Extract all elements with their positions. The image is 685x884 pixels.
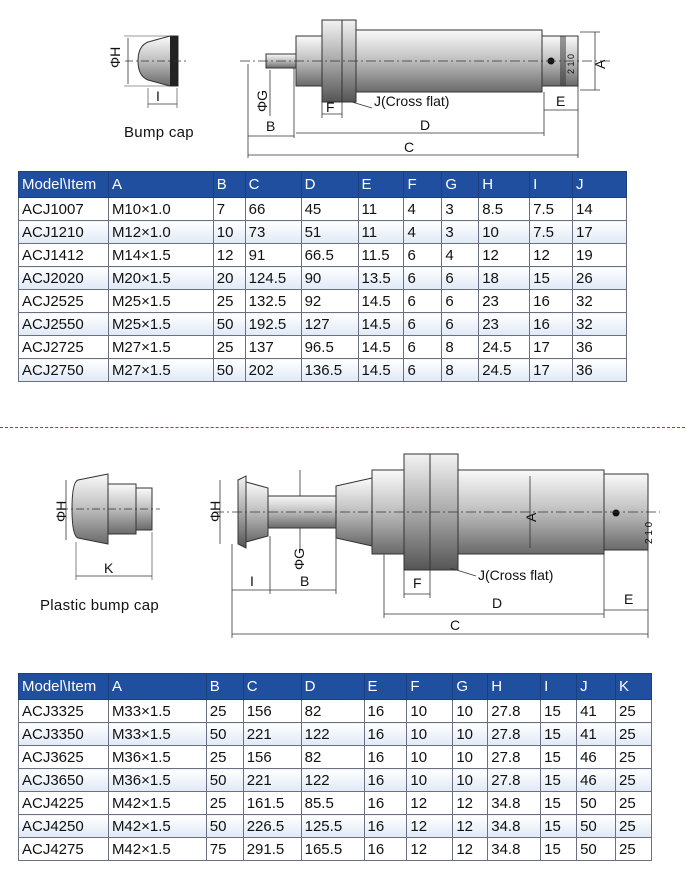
table-cell: ACJ1412 — [19, 244, 109, 267]
table-cell: 16 — [530, 290, 573, 313]
plastic-bump-cap-caption: Plastic bump cap — [40, 597, 160, 614]
table-cell: 16 — [364, 700, 407, 723]
column-header: E — [358, 172, 404, 198]
table-cell: 6 — [404, 336, 442, 359]
column-header: Model\Item — [19, 674, 109, 700]
table-cell: 27.8 — [488, 769, 541, 792]
table-cell: 291.5 — [243, 838, 301, 861]
table-cell: 85.5 — [301, 792, 364, 815]
table-cell: 27.8 — [488, 723, 541, 746]
table-cell: ACJ3325 — [19, 700, 109, 723]
table-cell: 156 — [243, 746, 301, 769]
table-cell: 11.5 — [358, 244, 404, 267]
table-cell: 6 — [442, 267, 479, 290]
table-cell: 90 — [301, 267, 358, 290]
table-cell: 50 — [577, 815, 616, 838]
table-cell: 10 — [213, 221, 245, 244]
table-cell: M20×1.5 — [108, 267, 213, 290]
table-cell: 127 — [301, 313, 358, 336]
table-cell: ACJ2550 — [19, 313, 109, 336]
table-cell: 25 — [615, 815, 651, 838]
b-label-2: B — [300, 573, 310, 589]
table-cell: 10 — [407, 769, 453, 792]
table-cell: 11 — [358, 198, 404, 221]
cap-phi-h-label: ΦH — [107, 46, 123, 68]
table-cell: 7 — [213, 198, 245, 221]
table-cell: 27.8 — [488, 700, 541, 723]
column-header: J — [573, 172, 627, 198]
table-cell: 161.5 — [243, 792, 301, 815]
table-row — [19, 198, 627, 221]
table-cell: 137 — [245, 336, 301, 359]
table-cell: 8 — [442, 336, 479, 359]
table-cell: 32 — [573, 313, 627, 336]
table-cell: 25 — [615, 792, 651, 815]
table-cell: 3 — [442, 198, 479, 221]
table-cell: 24.5 — [479, 359, 530, 382]
table-cell: ACJ4225 — [19, 792, 109, 815]
column-header: F — [404, 172, 442, 198]
table-cell: 15 — [541, 792, 577, 815]
table-cell: M14×1.5 — [108, 244, 213, 267]
table-cell: 25 — [615, 769, 651, 792]
table-cell: 41 — [577, 723, 616, 746]
table-cell: 73 — [245, 221, 301, 244]
column-header: H — [488, 674, 541, 700]
diagram-top — [0, 0, 685, 170]
table-cell: ACJ3625 — [19, 746, 109, 769]
table-cell: 25 — [615, 700, 651, 723]
table-cell: 16 — [364, 746, 407, 769]
table-cell: 4 — [404, 198, 442, 221]
table-cell: 92 — [301, 290, 358, 313]
table-cell: 17 — [530, 336, 573, 359]
table-cell: 7.5 — [530, 221, 573, 244]
table-cell: 6 — [442, 313, 479, 336]
cap-phi-h-label-2: ΦH — [53, 500, 69, 522]
table-cell: 165.5 — [301, 838, 364, 861]
table-cell: M25×1.5 — [108, 290, 213, 313]
table-cell: 10 — [453, 723, 488, 746]
table-cell: 50 — [213, 313, 245, 336]
table-cell: 7.5 — [530, 198, 573, 221]
svg-text:2 1 0: 2 1 0 — [644, 521, 655, 544]
table-cell: 50 — [577, 838, 616, 861]
table-cell: 25 — [206, 792, 243, 815]
j-label-2: J(Cross flat) — [478, 567, 554, 583]
shock-absorber-drawing-2 — [214, 454, 660, 570]
column-header: I — [541, 674, 577, 700]
table-cell: 16 — [364, 723, 407, 746]
table-row — [19, 267, 627, 290]
table-cell: 6 — [404, 267, 442, 290]
table-cell: M27×1.5 — [108, 336, 213, 359]
table-cell: ACJ1210 — [19, 221, 109, 244]
j-label: J(Cross flat) — [374, 93, 450, 109]
b-label: B — [266, 118, 276, 134]
table-cell: 14.5 — [358, 313, 404, 336]
table-cell: M25×1.5 — [108, 313, 213, 336]
f-label-2: F — [413, 575, 422, 591]
table-cell: M10×1.0 — [108, 198, 213, 221]
table-cell: 16 — [364, 792, 407, 815]
table-cell: 10 — [407, 746, 453, 769]
table-cell: 14 — [573, 198, 627, 221]
table-row — [19, 815, 652, 838]
column-header: K — [615, 674, 651, 700]
column-header: B — [213, 172, 245, 198]
table-cell: 15 — [541, 769, 577, 792]
column-header: H — [479, 172, 530, 198]
table-header-row — [19, 674, 652, 700]
table-cell: 16 — [364, 815, 407, 838]
table-cell: 50 — [206, 723, 243, 746]
table-cell: 16 — [364, 769, 407, 792]
table-cell: 14.5 — [358, 336, 404, 359]
table-cell: 91 — [245, 244, 301, 267]
diagram-bottom — [0, 440, 685, 650]
table-cell: 10 — [407, 723, 453, 746]
table-cell: ACJ1007 — [19, 198, 109, 221]
table-cell: 16 — [364, 838, 407, 861]
i-label-2: I — [250, 573, 254, 589]
table-cell: 122 — [301, 769, 364, 792]
table-cell: M12×1.0 — [108, 221, 213, 244]
table-cell: 45 — [301, 198, 358, 221]
table-cell: M42×1.5 — [108, 838, 206, 861]
table-cell: 34.8 — [488, 792, 541, 815]
a-label: A — [592, 59, 608, 69]
table-cell: 96.5 — [301, 336, 358, 359]
table-cell: M33×1.5 — [108, 723, 206, 746]
column-header: G — [442, 172, 479, 198]
table-cell: 132.5 — [245, 290, 301, 313]
table-cell: 25 — [206, 700, 243, 723]
table-cell: 11 — [358, 221, 404, 244]
table-cell: 26 — [573, 267, 627, 290]
shock-absorber-drawing — [240, 20, 612, 102]
column-header: F — [407, 674, 453, 700]
table-cell: 23 — [479, 290, 530, 313]
table-cell: 34.8 — [488, 838, 541, 861]
table-cell: 12 — [407, 815, 453, 838]
table-cell: ACJ2750 — [19, 359, 109, 382]
table-cell: 19 — [573, 244, 627, 267]
table-cell: M27×1.5 — [108, 359, 213, 382]
table-cell: 15 — [541, 746, 577, 769]
k-label: K — [104, 560, 114, 576]
a-label-2: A — [523, 512, 539, 522]
table-cell: 15 — [530, 267, 573, 290]
table-cell: 12 — [453, 815, 488, 838]
table-cell: 41 — [577, 700, 616, 723]
table-cell: 6 — [404, 359, 442, 382]
table-cell: 6 — [404, 290, 442, 313]
table-cell: 66.5 — [301, 244, 358, 267]
table-cell: M36×1.5 — [108, 769, 206, 792]
table-cell: 202 — [245, 359, 301, 382]
spec-table-top — [18, 171, 627, 382]
table-cell: 15 — [541, 815, 577, 838]
table-cell: 125.5 — [301, 815, 364, 838]
table-cell: M33×1.5 — [108, 700, 206, 723]
table-row — [19, 838, 652, 861]
table-cell: 66 — [245, 198, 301, 221]
table-cell: 15 — [541, 700, 577, 723]
table-cell: 32 — [573, 290, 627, 313]
table-cell: 6 — [442, 290, 479, 313]
table-row — [19, 336, 627, 359]
table-cell: 82 — [301, 746, 364, 769]
table-row — [19, 769, 652, 792]
table-cell: M36×1.5 — [108, 746, 206, 769]
table-cell: 46 — [577, 769, 616, 792]
table-row — [19, 746, 652, 769]
column-header: C — [245, 172, 301, 198]
column-header: Model\Item — [19, 172, 109, 198]
table-row — [19, 792, 652, 815]
table-cell: 20 — [213, 267, 245, 290]
d-label-2: D — [492, 595, 503, 611]
table-cell: 50 — [206, 815, 243, 838]
table-cell: 221 — [243, 769, 301, 792]
table-cell: 12 — [453, 838, 488, 861]
table-cell: 24.5 — [479, 336, 530, 359]
table-cell: ACJ2020 — [19, 267, 109, 290]
table-cell: 25 — [615, 723, 651, 746]
table-cell: 15 — [541, 723, 577, 746]
table-cell: 27.8 — [488, 746, 541, 769]
table-cell: 25 — [213, 336, 245, 359]
phi-h-label-2: ΦH — [207, 500, 223, 522]
table-cell: 25 — [213, 290, 245, 313]
table-row — [19, 221, 627, 244]
spec-table-bottom — [18, 673, 652, 861]
table-cell: 136.5 — [301, 359, 358, 382]
f-label: F — [326, 99, 335, 115]
table-cell: 12 — [453, 792, 488, 815]
table-cell: 3 — [442, 221, 479, 244]
table-cell: ACJ3650 — [19, 769, 109, 792]
phi-g-label-2: ΦG — [291, 547, 307, 570]
table-cell: 10 — [453, 746, 488, 769]
table-cell: 8.5 — [479, 198, 530, 221]
table-cell: 12 — [407, 792, 453, 815]
section-divider — [0, 427, 685, 428]
table-cell: 18 — [479, 267, 530, 290]
bump-cap-caption: Bump cap — [124, 124, 194, 141]
table-cell: 4 — [442, 244, 479, 267]
table-cell: 12 — [479, 244, 530, 267]
table-cell: 23 — [479, 313, 530, 336]
table-cell: ACJ2725 — [19, 336, 109, 359]
table-cell: 25 — [615, 838, 651, 861]
table-cell: 36 — [573, 359, 627, 382]
table-cell: 50 — [206, 769, 243, 792]
table-cell: 25 — [615, 746, 651, 769]
table-cell: 12 — [530, 244, 573, 267]
table-row — [19, 700, 652, 723]
column-header: I — [530, 172, 573, 198]
table-cell: 10 — [479, 221, 530, 244]
svg-text:2 1 0: 2 1 0 — [566, 53, 576, 74]
table-cell: 192.5 — [245, 313, 301, 336]
table-cell: 12 — [213, 244, 245, 267]
table-cell: 14.5 — [358, 290, 404, 313]
table-cell: 8 — [442, 359, 479, 382]
table-cell: ACJ4275 — [19, 838, 109, 861]
table-cell: 156 — [243, 700, 301, 723]
phi-g-label: ΦG — [254, 89, 270, 112]
d-label: D — [420, 117, 431, 133]
table-cell: 13.5 — [358, 267, 404, 290]
c-label-2: C — [450, 617, 461, 633]
table-cell: 221 — [243, 723, 301, 746]
table-cell: 82 — [301, 700, 364, 723]
table-cell: 10 — [453, 769, 488, 792]
table-cell: M42×1.5 — [108, 792, 206, 815]
table-cell: 25 — [206, 746, 243, 769]
column-header: A — [108, 674, 206, 700]
column-header: D — [301, 172, 358, 198]
column-header: D — [301, 674, 364, 700]
table-cell: 12 — [407, 838, 453, 861]
table-cell: ACJ4250 — [19, 815, 109, 838]
table-cell: 122 — [301, 723, 364, 746]
table-cell: ACJ3350 — [19, 723, 109, 746]
table-cell: 124.5 — [245, 267, 301, 290]
column-header: E — [364, 674, 407, 700]
table-cell: 14.5 — [358, 359, 404, 382]
column-header: A — [108, 172, 213, 198]
column-header: J — [577, 674, 616, 700]
table-cell: 50 — [577, 792, 616, 815]
table-cell: 226.5 — [243, 815, 301, 838]
c-label: C — [404, 139, 415, 155]
table-cell: 36 — [573, 336, 627, 359]
table-cell: 17 — [573, 221, 627, 244]
table-cell: 34.8 — [488, 815, 541, 838]
table-cell: 15 — [541, 838, 577, 861]
e-label-2: E — [624, 591, 634, 607]
table-row — [19, 244, 627, 267]
table-cell: M42×1.5 — [108, 815, 206, 838]
table-cell: 16 — [530, 313, 573, 336]
table-row — [19, 313, 627, 336]
table-cell: 17 — [530, 359, 573, 382]
table-cell: 46 — [577, 746, 616, 769]
column-header: C — [243, 674, 301, 700]
table-cell: ACJ2525 — [19, 290, 109, 313]
table-cell: 6 — [404, 244, 442, 267]
column-header: G — [453, 674, 488, 700]
table-row — [19, 359, 627, 382]
table-cell: 4 — [404, 221, 442, 244]
table-row — [19, 723, 652, 746]
e-label: E — [556, 93, 566, 109]
table-cell: 75 — [206, 838, 243, 861]
table-cell: 10 — [407, 700, 453, 723]
cap-i-label: I — [156, 88, 160, 104]
table-cell: 6 — [404, 313, 442, 336]
column-header: B — [206, 674, 243, 700]
table-row — [19, 290, 627, 313]
table-cell: 51 — [301, 221, 358, 244]
table-cell: 50 — [213, 359, 245, 382]
table-header-row — [19, 172, 627, 198]
table-cell: 10 — [453, 700, 488, 723]
